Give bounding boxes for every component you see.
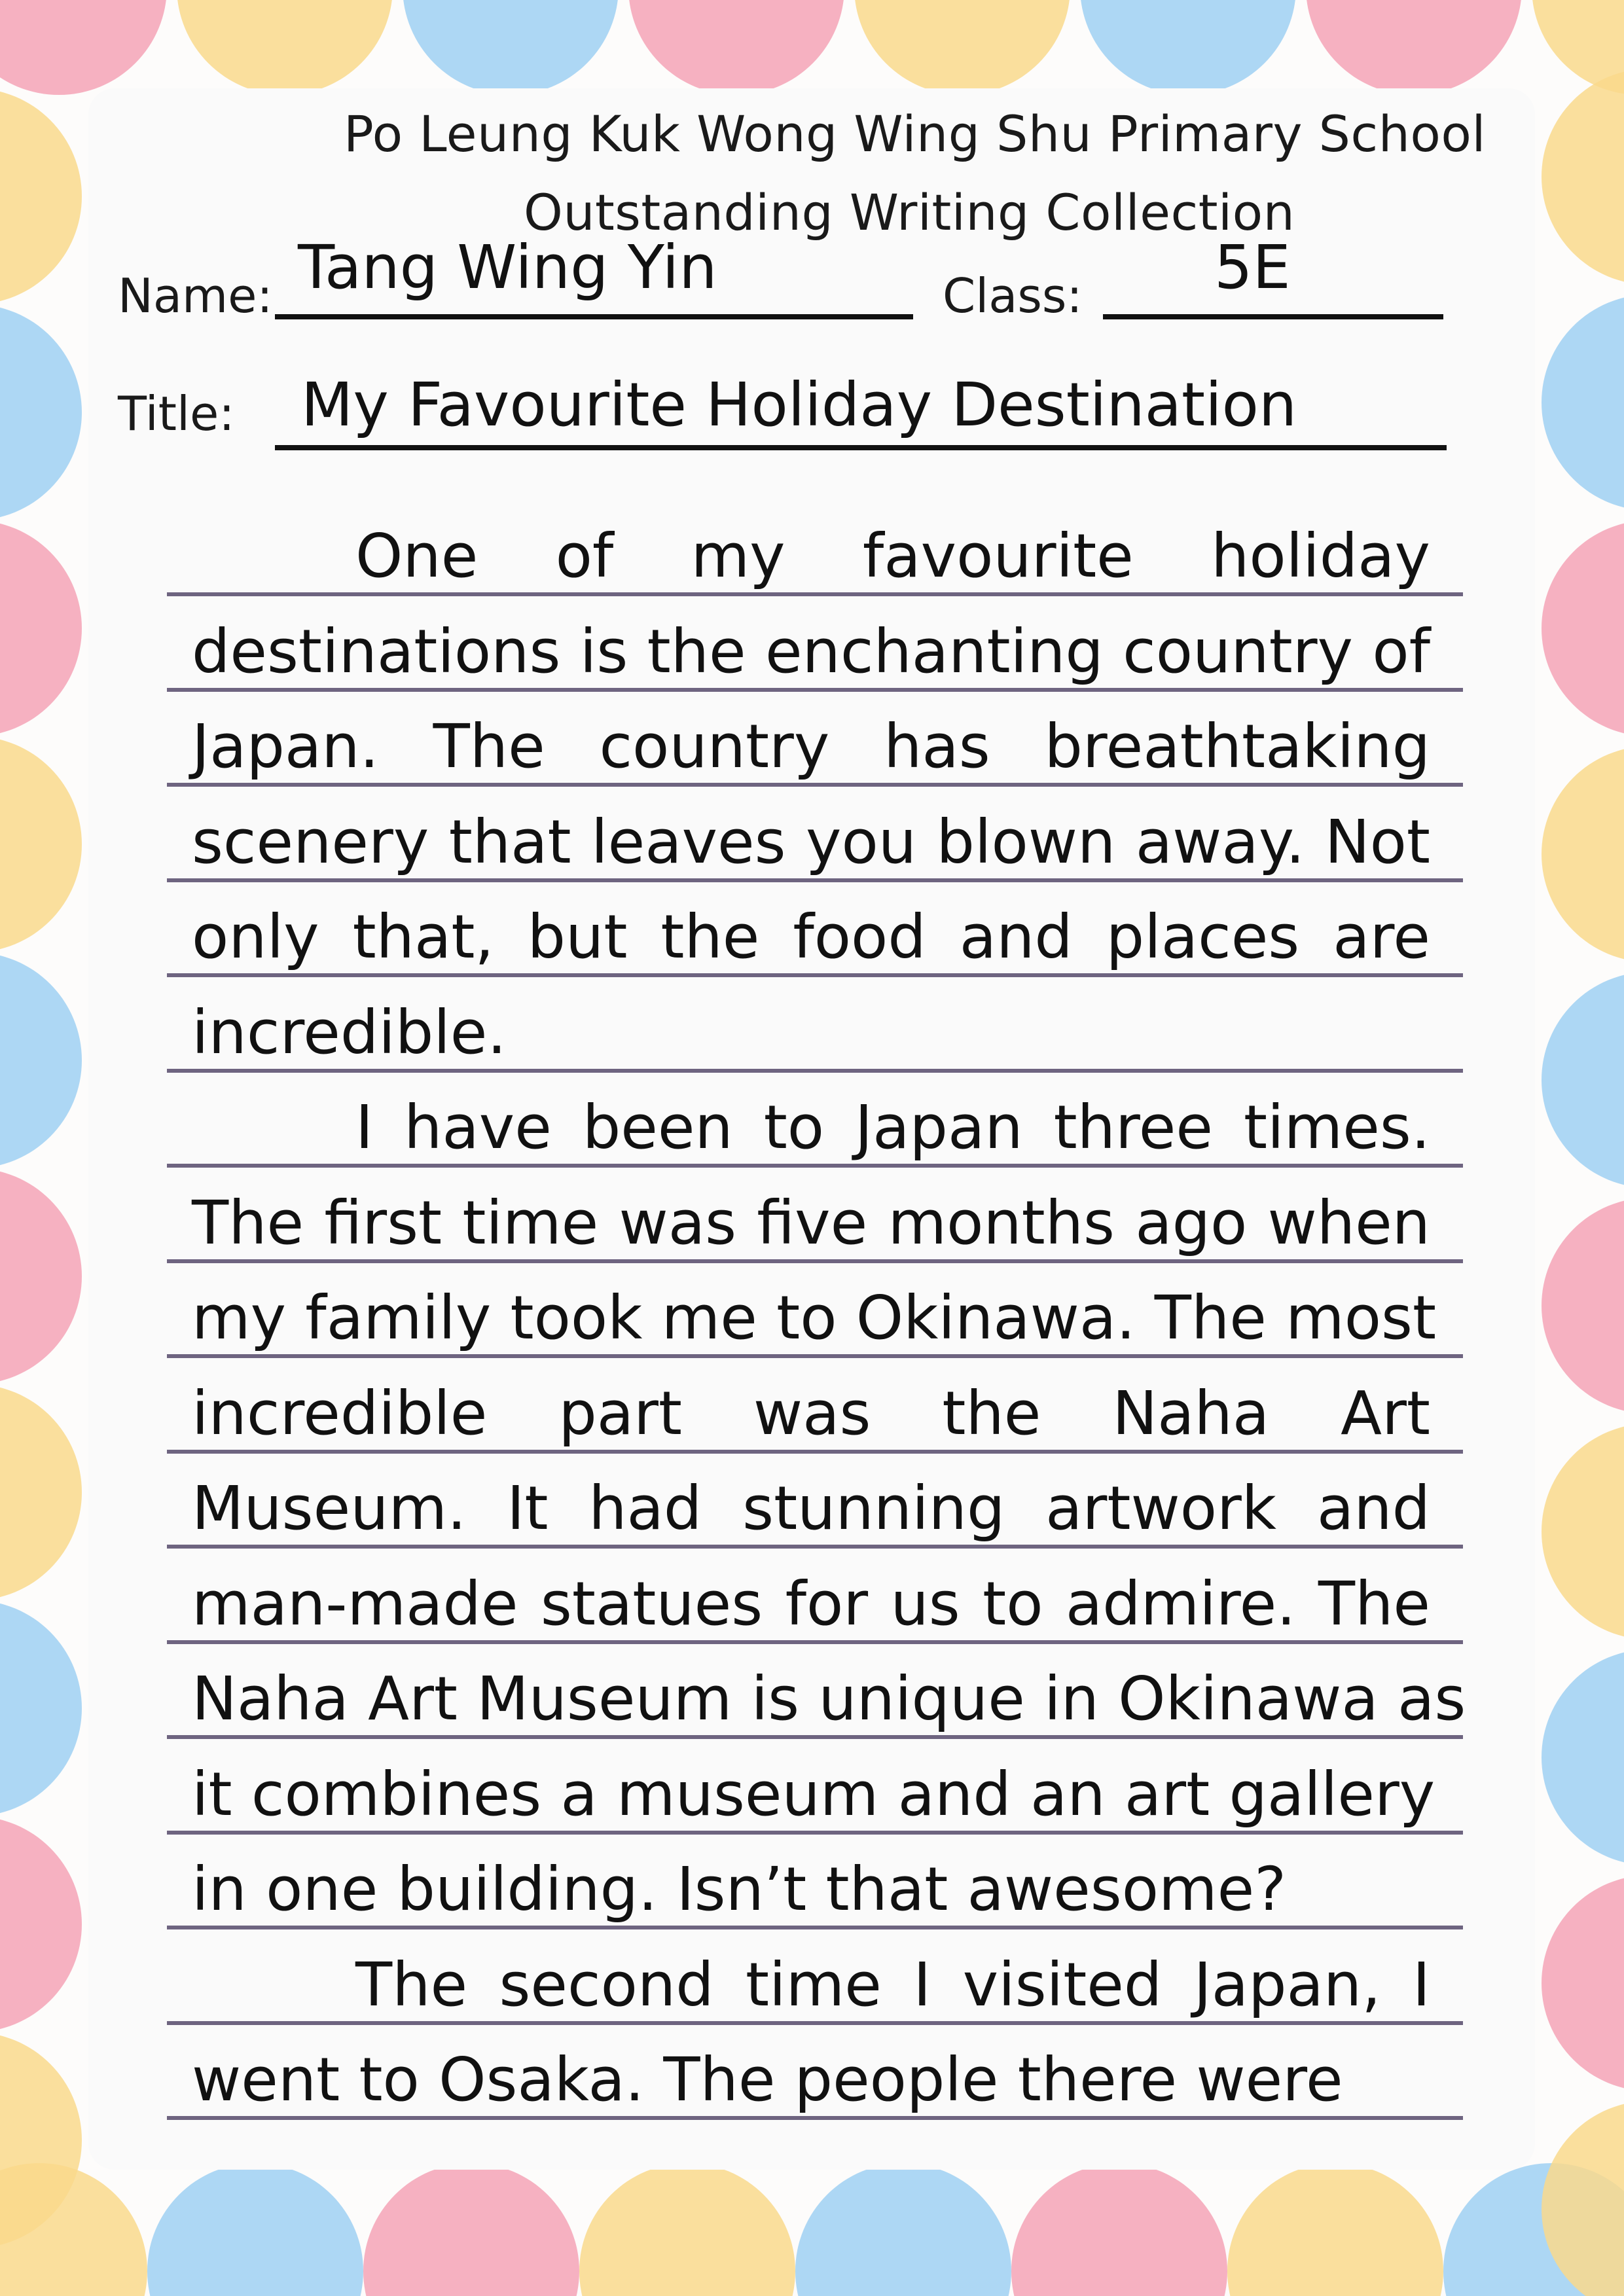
watercolor-dot bbox=[0, 0, 167, 95]
ruled-line bbox=[167, 783, 1463, 787]
watercolor-dot bbox=[795, 2163, 1011, 2296]
name-value: Tang Wing Yin bbox=[298, 232, 717, 302]
watercolor-dot bbox=[0, 88, 82, 304]
essay-line: in one building. Isn’t that awesome? bbox=[192, 1854, 1287, 1924]
ruled-line bbox=[167, 1164, 1463, 1168]
essay-line: my family took me to Okinawa. The most bbox=[192, 1283, 1437, 1353]
essay-line: Museum. It had stunning artwork and bbox=[192, 1473, 1430, 1543]
ruled-line bbox=[167, 1735, 1463, 1739]
essay-line: Naha Art Museum is unique in Okinawa as bbox=[192, 1664, 1466, 1734]
watercolor-dot bbox=[1542, 69, 1624, 285]
essay-line: incredible. bbox=[192, 997, 507, 1067]
watercolor-dot bbox=[1542, 1875, 1624, 2091]
essay-line: Japan. The country has breathtaking bbox=[192, 711, 1430, 781]
watercolor-dot bbox=[177, 0, 393, 95]
essay-line: The first time was five months ago when bbox=[192, 1188, 1430, 1258]
ruled-line bbox=[167, 2021, 1463, 2025]
watercolor-dot bbox=[147, 2163, 363, 2296]
essay-line: I have been to Japan three times. bbox=[355, 1092, 1430, 1162]
watercolor-dot bbox=[0, 1384, 82, 1600]
watercolor-dot bbox=[579, 2163, 795, 2296]
watercolor-dot bbox=[363, 2163, 579, 2296]
essay-line: went to Osaka. The people there were bbox=[192, 2045, 1343, 2115]
class-value: 5E bbox=[1214, 232, 1291, 302]
watercolor-dot bbox=[1542, 1198, 1624, 1414]
essay-line: man-made statues for us to admire. The bbox=[192, 1569, 1430, 1639]
title-value: My Favourite Holiday Destination bbox=[301, 370, 1297, 440]
ruled-line bbox=[167, 1831, 1463, 1835]
watercolor-dot bbox=[0, 1168, 82, 1384]
watercolor-dot bbox=[1542, 972, 1624, 1188]
essay-line: The second time I visited Japan, I bbox=[355, 1950, 1430, 2020]
collection-title: Outstanding Writing Collection bbox=[524, 183, 1295, 242]
class-label: Class: bbox=[943, 268, 1083, 323]
watercolor-dot bbox=[1227, 2163, 1443, 2296]
essay-line: it combines a museum and an art gallery bbox=[192, 1759, 1435, 1829]
watercolor-dot bbox=[1542, 520, 1624, 736]
essay-line: One of my favourite holiday bbox=[355, 521, 1430, 591]
watercolor-dot bbox=[0, 736, 82, 952]
essay-line: only that, but the food and places are bbox=[192, 902, 1430, 972]
watercolor-dot bbox=[1542, 746, 1624, 962]
watercolor-dot bbox=[1542, 295, 1624, 511]
watercolor-dot bbox=[0, 952, 82, 1168]
essay-line: destinations is the enchanting country of bbox=[192, 617, 1430, 687]
ruled-line bbox=[167, 973, 1463, 977]
watercolor-dot bbox=[628, 0, 844, 95]
watercolor-dot bbox=[0, 304, 82, 520]
ruled-line bbox=[167, 2116, 1463, 2120]
watercolor-dot bbox=[1542, 1649, 1624, 1865]
class-underline bbox=[1103, 314, 1443, 319]
essay-line: scenery that leaves you blown away. Not bbox=[192, 807, 1430, 877]
title-underline bbox=[275, 445, 1447, 450]
ruled-line bbox=[167, 878, 1463, 882]
watercolor-dot bbox=[854, 0, 1070, 95]
watercolor-dot bbox=[1306, 0, 1522, 95]
ruled-line bbox=[167, 688, 1463, 692]
watercolor-dot bbox=[403, 0, 619, 95]
watercolor-dot bbox=[0, 520, 82, 736]
watercolor-dot bbox=[1080, 0, 1296, 95]
watercolor-dot bbox=[0, 1816, 82, 2032]
ruled-line bbox=[167, 1069, 1463, 1073]
school-name: Po Leung Kuk Wong Wing Shu Primary School bbox=[344, 105, 1486, 163]
ruled-line bbox=[167, 1640, 1463, 1644]
watercolor-dot bbox=[1542, 1424, 1624, 1640]
title-label: Title: bbox=[118, 386, 235, 441]
essay-line: incredible part was the Naha Art bbox=[192, 1378, 1430, 1448]
name-underline bbox=[275, 314, 913, 319]
name-label: Name: bbox=[118, 268, 273, 323]
ruled-line bbox=[167, 1259, 1463, 1263]
watercolor-dot bbox=[1011, 2163, 1227, 2296]
ruled-line bbox=[167, 592, 1463, 596]
watercolor-dot bbox=[0, 1600, 82, 1816]
ruled-line bbox=[167, 1450, 1463, 1454]
ruled-line bbox=[167, 1926, 1463, 1929]
ruled-line bbox=[167, 1545, 1463, 1549]
ruled-line bbox=[167, 1354, 1463, 1358]
